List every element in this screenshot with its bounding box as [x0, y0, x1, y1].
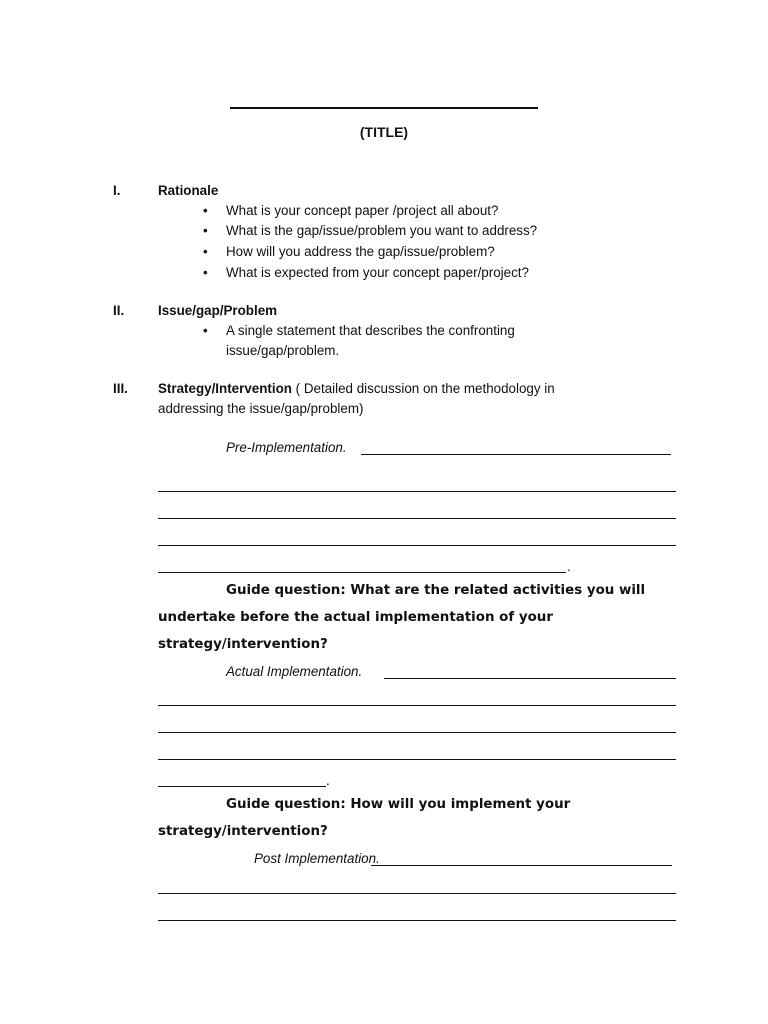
guide-question-actual: Guide question: How will you implement your	[226, 797, 571, 812]
section-number: II.	[113, 303, 125, 318]
bullet-icon: •	[203, 203, 208, 218]
post-implementation-label: Post Implementation.	[254, 851, 380, 866]
bullet-icon: •	[203, 223, 208, 238]
line-end-period: .	[326, 773, 330, 788]
bullet-icon: •	[203, 244, 208, 259]
guide-question-pre-continued: undertake before the actual implementation of your	[158, 610, 553, 625]
answer-blank-line[interactable]	[158, 907, 676, 921]
answer-blank-line[interactable]	[158, 532, 676, 546]
guide-question-pre: Guide question: What are the related activities you will	[226, 583, 646, 598]
section-number: III.	[113, 381, 128, 396]
section-heading-strategy: Strategy/Intervention	[158, 381, 292, 396]
section-note-continued: addressing the issue/gap/problem)	[158, 401, 364, 416]
bullet-text: What is your concept paper /project all about?	[226, 203, 499, 218]
actual-implementation-label: Actual Implementation.	[226, 664, 363, 679]
answer-blank-line[interactable]	[158, 880, 676, 894]
bullet-icon: •	[203, 265, 208, 280]
actual-implementation-blank[interactable]	[384, 665, 676, 679]
section-heading-issue: Issue/gap/Problem	[158, 303, 278, 318]
bullet-text: How will you address the gap/issue/problem?	[226, 244, 495, 259]
title-blank-line	[230, 107, 538, 109]
answer-blank-line[interactable]	[158, 505, 676, 519]
bullet-text-continued: issue/gap/problem.	[226, 343, 340, 358]
answer-blank-line[interactable]	[158, 559, 566, 573]
bullet-text: What is expected from your concept paper/project?	[226, 265, 529, 280]
guide-question-actual-continued: strategy/intervention?	[158, 824, 328, 839]
answer-blank-line[interactable]	[158, 478, 676, 492]
section-heading-strategy-line	[158, 381, 555, 396]
post-implementation-blank[interactable]	[371, 852, 672, 866]
guide-question-pre-continued: strategy/intervention?	[158, 637, 328, 652]
page-title: (TITLE)	[359, 124, 409, 140]
bullet-text: What is the gap/issue/problem you want to address?	[226, 223, 538, 238]
section-number: I.	[113, 183, 121, 198]
line-end-period: .	[567, 559, 571, 574]
section-heading-rationale: Rationale	[158, 183, 219, 198]
answer-blank-line[interactable]	[158, 719, 676, 733]
section-note: ( Detailed discussion on the methodology in	[295, 381, 555, 396]
pre-implementation-label: Pre-Implementation.	[226, 440, 347, 455]
answer-blank-line[interactable]	[158, 773, 326, 787]
answer-blank-line[interactable]	[158, 692, 676, 706]
pre-implementation-blank[interactable]	[361, 441, 671, 455]
bullet-icon: •	[203, 323, 208, 338]
answer-blank-line[interactable]	[158, 746, 676, 760]
bullet-text: A single statement that describes the confronting	[226, 323, 515, 338]
